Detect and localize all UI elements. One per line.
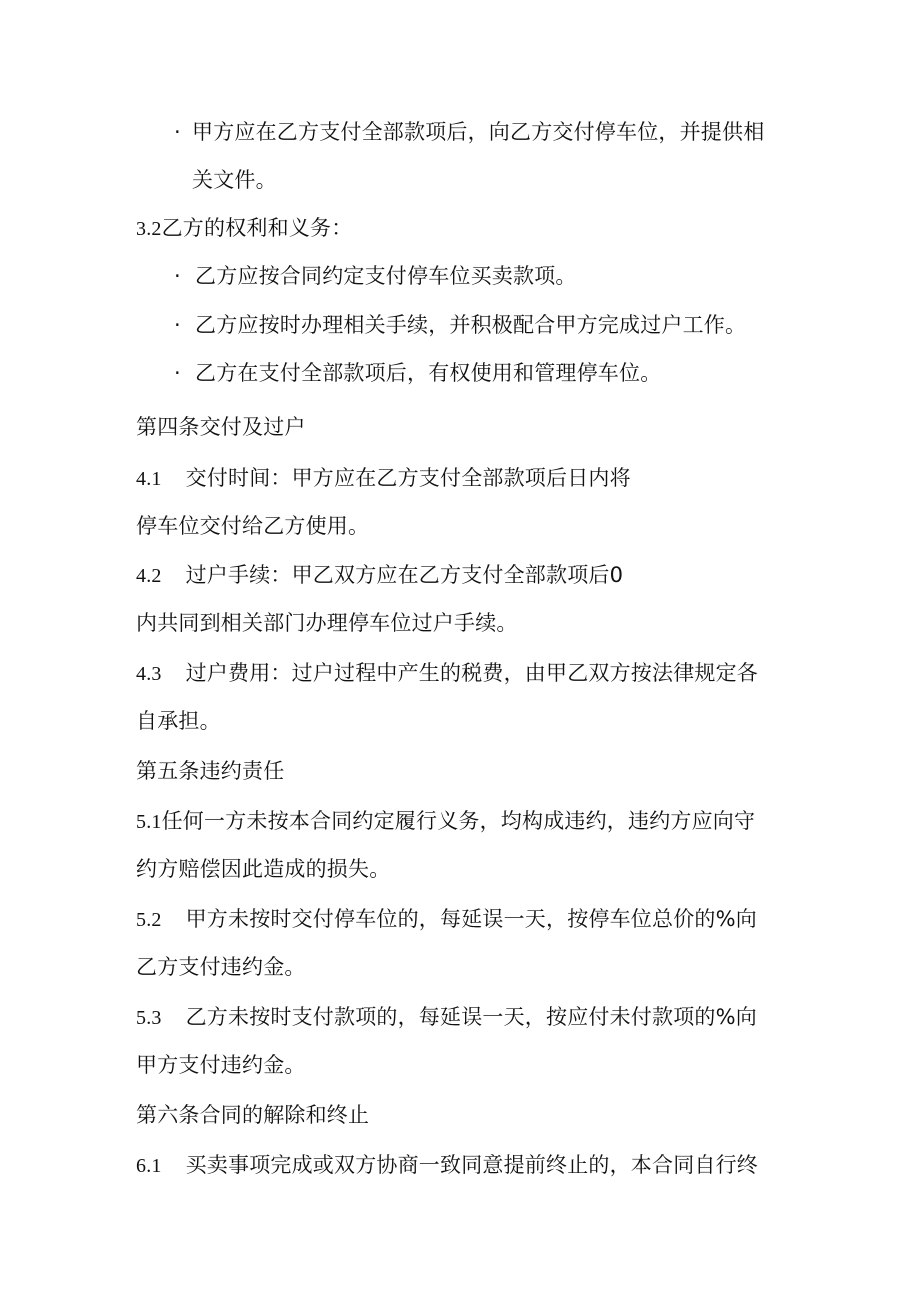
item-6-1 xyxy=(136,1151,758,1180)
item-4-1 xyxy=(136,464,631,493)
item-5-2-continued: 乙方支付违约金。 xyxy=(136,955,306,979)
bullet-c: 乙方应按时办理相关手续，并积极配合甲方完成过户工作。 xyxy=(195,313,747,337)
item-number: 5.2 xyxy=(136,909,162,931)
item-text: 过户手续：甲乙双方应在乙方支付全部款项后0 xyxy=(185,563,624,587)
item-number: 5.1 xyxy=(136,811,162,833)
item-4-2 xyxy=(136,561,623,590)
bullet-b: 乙方应按合同约定支付停车位买卖款项。 xyxy=(195,264,577,288)
bullet-marker: · xyxy=(174,361,181,385)
bullet-a-line1: 甲方应在乙方支付全部款项后，向乙方交付停车位，并提供相 xyxy=(192,120,765,144)
item-5-3 xyxy=(136,1003,757,1032)
section-4-heading: 第四条交付及过户 xyxy=(136,415,306,439)
item-number: 4.2 xyxy=(136,565,162,587)
bullet-marker: · xyxy=(174,264,181,288)
item-number: 4.1 xyxy=(136,468,162,490)
bullet-d: 乙方在支付全部款项后，有权使用和管理停车位。 xyxy=(195,361,662,385)
item-5-1-continued: 约方赔偿因此造成的损失。 xyxy=(136,857,391,881)
bullet-a-line2: 关文件。 xyxy=(192,168,277,192)
section-5-heading: 第五条违约责任 xyxy=(136,759,285,783)
subsection-3-2 xyxy=(136,214,352,243)
subsection-title: 乙方的权利和义务： xyxy=(161,216,353,240)
item-5-2 xyxy=(136,905,757,934)
item-4-3 xyxy=(136,659,758,688)
item-5-3-continued: 甲方支付违约金。 xyxy=(136,1053,306,1077)
bullet-marker: · xyxy=(174,313,181,337)
section-6-heading: 第六条合同的解除和终止 xyxy=(136,1103,370,1127)
bullet-marker: · xyxy=(174,120,181,144)
item-text: 乙方未按时支付款项的，每延误一天，按应付未付款项的%向 xyxy=(185,1005,757,1029)
item-number: 6.1 xyxy=(136,1155,162,1177)
item-4-2-continued: 内共同到相关部门办理停车位过户手续。 xyxy=(136,611,518,635)
item-4-1-continued: 停车位交付给乙方使用。 xyxy=(136,514,370,538)
item-number: 4.3 xyxy=(136,663,162,685)
item-4-3-continued: 自承担。 xyxy=(136,709,221,733)
item-text: 交付时间：甲方应在乙方支付全部款项后日内将 xyxy=(185,466,631,490)
item-5-1 xyxy=(136,807,755,836)
item-text: 买卖事项完成或双方协商一致同意提前终止的，本合同自行终 xyxy=(185,1153,759,1177)
item-number: 5.3 xyxy=(136,1007,162,1029)
subsection-number: 3.2 xyxy=(136,218,162,240)
item-text: 过户费用：过户过程中产生的税费，由甲乙双方按法律规定各 xyxy=(185,661,759,685)
item-text: 任何一方未按本合同约定履行义务，均构成违约，违约方应向守 xyxy=(161,809,756,833)
item-text: 甲方未按时交付停车位的，每延误一天，按停车位总价的%向 xyxy=(185,907,757,931)
